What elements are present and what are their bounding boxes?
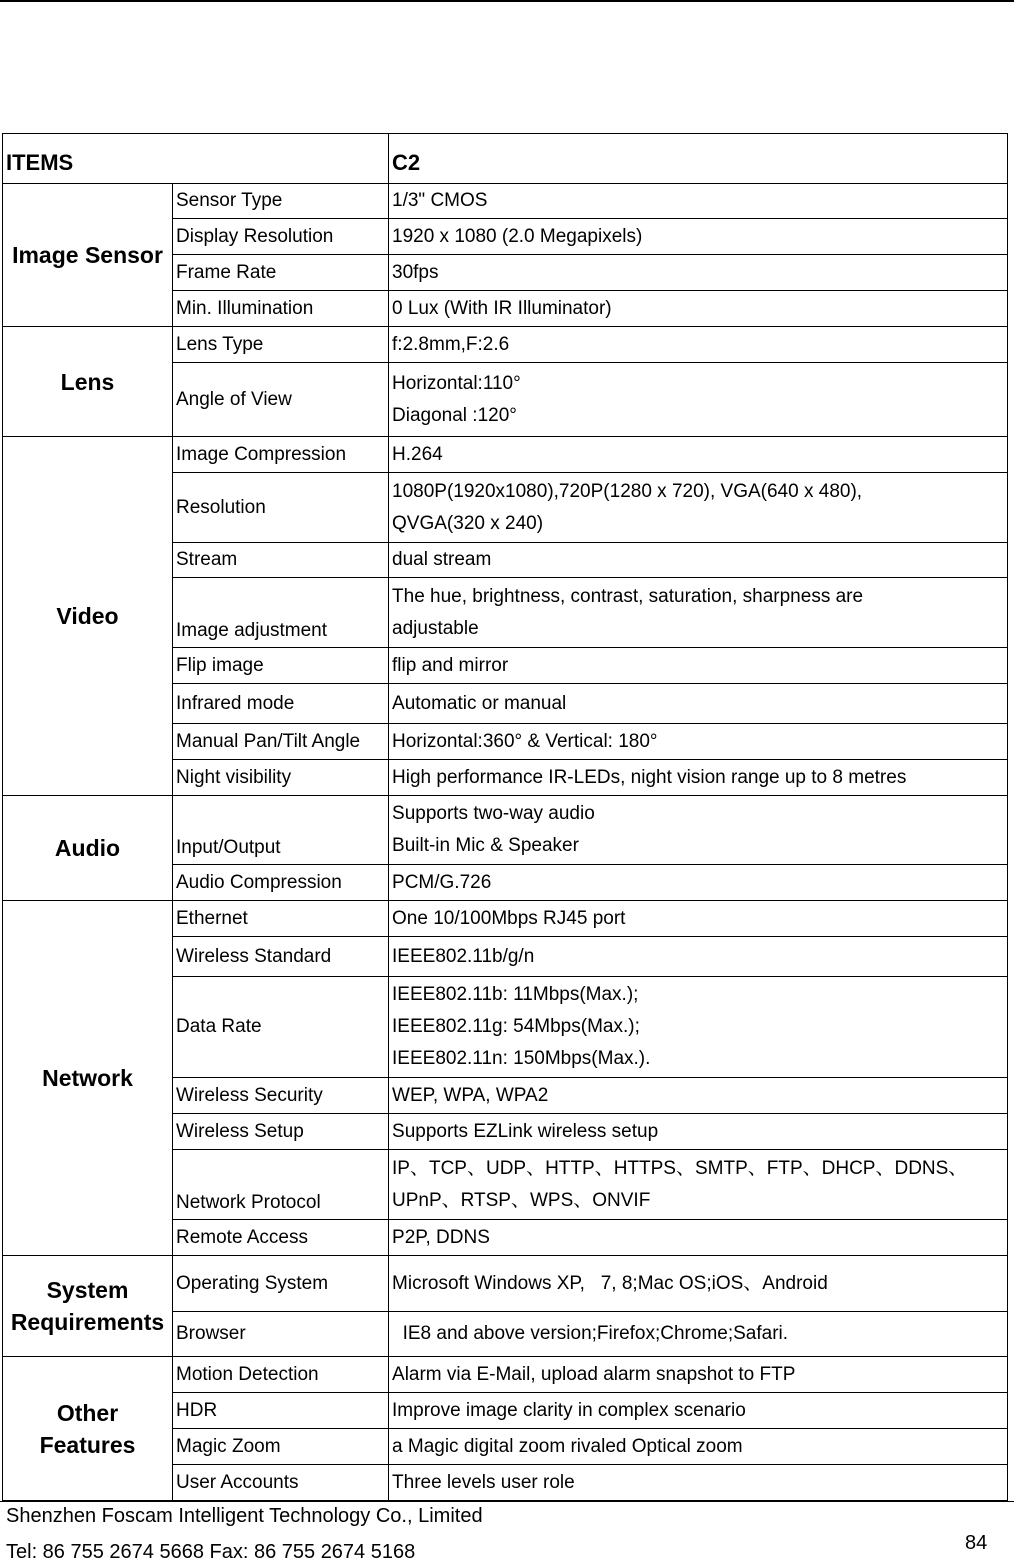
spec-table: [2, 133, 1008, 1501]
value-line: 1080P(1920x1080),720P(1280 x 720), VGA(640 x 480),: [392, 480, 863, 502]
spec-value: Horizontal:360° & Vertical: 180°: [389, 724, 1008, 760]
value-line: IP、TCP、UDP、HTTP、HTTPS、SMTP、FTP、DHCP、DDNS、: [392, 1157, 968, 1179]
model-header: C2: [389, 134, 1008, 184]
spec-label: Wireless Standard: [173, 937, 389, 977]
spec-label: Sensor Type: [173, 184, 389, 219]
top-rule: [0, 0, 1014, 2]
spec-label: Stream: [173, 543, 389, 578]
spec-value: 30fps: [389, 255, 1008, 291]
table-row: [3, 437, 1008, 473]
footer-contact: Tel: 86 755 2674 5668 Fax: 86 755 2674 5168: [6, 1541, 416, 1563]
spec-label: HDR: [173, 1393, 389, 1429]
spec-label: Ethernet: [173, 901, 389, 937]
spec-value: [389, 977, 1008, 1078]
spec-label: Input/Output: [173, 796, 389, 865]
spec-label: Network Protocol: [173, 1150, 389, 1220]
table-row: [3, 796, 1008, 865]
spec-label: Angle of View: [173, 363, 389, 437]
spec-label: Flip image: [173, 648, 389, 684]
header-row: [3, 134, 1008, 184]
spec-value: [389, 796, 1008, 865]
value-line: Supports two-way audio: [392, 803, 595, 824]
spec-value: f:2.8mm,F:2.6: [389, 327, 1008, 363]
spec-value: Alarm via E-Mail, upload alarm snapshot to FTP: [389, 1357, 1008, 1393]
spec-label: Remote Access: [173, 1220, 389, 1256]
spec-label: Operating System: [173, 1256, 389, 1312]
spec-label: Audio Compression: [173, 865, 389, 901]
spec-value: [389, 473, 1008, 543]
value-line: IEEE802.11g: 54Mbps(Max.);: [392, 1016, 640, 1037]
spec-value: Improve image clarity in complex scenario: [389, 1393, 1008, 1429]
spec-value: IEEE802.11b/g/n: [389, 937, 1008, 977]
spec-label: Min. Illumination: [173, 291, 389, 327]
value-line: IEEE802.11b: 11Mbps(Max.);: [392, 984, 639, 1005]
spec-label: Resolution: [173, 473, 389, 543]
spec-label: Magic Zoom: [173, 1429, 389, 1465]
spec-value: 1/3" CMOS: [389, 184, 1008, 219]
spec-label: Browser: [173, 1312, 389, 1357]
category-audio: Audio: [3, 796, 173, 901]
spec-value: PCM/G.726: [389, 865, 1008, 901]
spec-label: Lens Type: [173, 327, 389, 363]
table-row: [3, 901, 1008, 937]
category-system-requirements: [3, 1256, 173, 1357]
value-line: IEEE802.11n: 150Mbps(Max.).: [392, 1048, 651, 1069]
category-network: Network: [3, 901, 173, 1256]
spec-value: [389, 363, 1008, 437]
spec-value: IE8 and above version;Firefox;Chrome;Safari.: [389, 1312, 1008, 1357]
spec-label: Frame Rate: [173, 255, 389, 291]
spec-label: Wireless Setup: [173, 1114, 389, 1150]
spec-value: Supports EZLink wireless setup: [389, 1114, 1008, 1150]
spec-value: Automatic or manual: [389, 684, 1008, 724]
category-line: Features: [39, 1431, 136, 1458]
page-number: 84: [965, 1532, 988, 1554]
value-line: Horizontal:110°: [392, 372, 521, 394]
footer-rule: [0, 1501, 1014, 1502]
category-other-features: [3, 1357, 173, 1501]
category-video: Video: [3, 437, 173, 796]
spec-label: Motion Detection: [173, 1357, 389, 1393]
spec-value: Three levels user role: [389, 1465, 1008, 1501]
spec-label: Data Rate: [173, 977, 389, 1078]
spec-value: dual stream: [389, 543, 1008, 578]
table-row: [3, 327, 1008, 363]
spec-label: User Accounts: [173, 1465, 389, 1501]
spec-label: Night visibility: [173, 760, 389, 796]
category-line: System: [46, 1277, 129, 1303]
items-header: ITEMS: [3, 134, 389, 184]
spec-value: Microsoft Windows XP, 7, 8;Mac OS;iOS、Android: [389, 1256, 1008, 1312]
spec-label: Image Compression: [173, 437, 389, 473]
table-row: [3, 1256, 1008, 1312]
table-row: [3, 1357, 1008, 1393]
category-line: Other: [56, 1399, 119, 1426]
spec-label: Infrared mode: [173, 684, 389, 724]
spec-value: 1920 x 1080 (2.0 Megapixels): [389, 219, 1008, 255]
spec-value: P2P, DDNS: [389, 1220, 1008, 1256]
footer-company: Shenzhen Foscam Intelligent Technology Co., Limited: [6, 1505, 483, 1527]
value-line: QVGA(320 x 240): [392, 512, 544, 534]
spec-value: flip and mirror: [389, 648, 1008, 684]
spec-value: [389, 578, 1008, 648]
value-line: adjustable: [392, 617, 479, 639]
category-line: Requirements: [10, 1309, 165, 1335]
spec-label: Image adjustment: [173, 578, 389, 648]
category-lens: Lens: [3, 327, 173, 437]
value-line: Diagonal :120°: [392, 404, 517, 426]
spec-value: a Magic digital zoom rivaled Optical zoom: [389, 1429, 1008, 1465]
table-row: [3, 184, 1008, 219]
spec-value: WEP, WPA, WPA2: [389, 1078, 1008, 1114]
spec-value: H.264: [389, 437, 1008, 473]
spec-value: 0 Lux (With IR Illuminator): [389, 291, 1008, 327]
spec-label: Manual Pan/Tilt Angle: [173, 724, 389, 760]
value-line: The hue, brightness, contrast, saturation, sharpness are: [392, 585, 864, 607]
spec-label: Display Resolution: [173, 219, 389, 255]
value-line: Built-in Mic & Speaker: [392, 835, 579, 856]
spec-value: [389, 1150, 1008, 1220]
category-image-sensor: Image Sensor: [3, 184, 173, 327]
spec-value: One 10/100Mbps RJ45 port: [389, 901, 1008, 937]
spec-value: High performance IR-LEDs, night vision range up to 8 metres: [389, 760, 1008, 796]
value-line: UPnP、RTSP、WPS、ONVIF: [392, 1189, 651, 1211]
spec-label: Wireless Security: [173, 1078, 389, 1114]
